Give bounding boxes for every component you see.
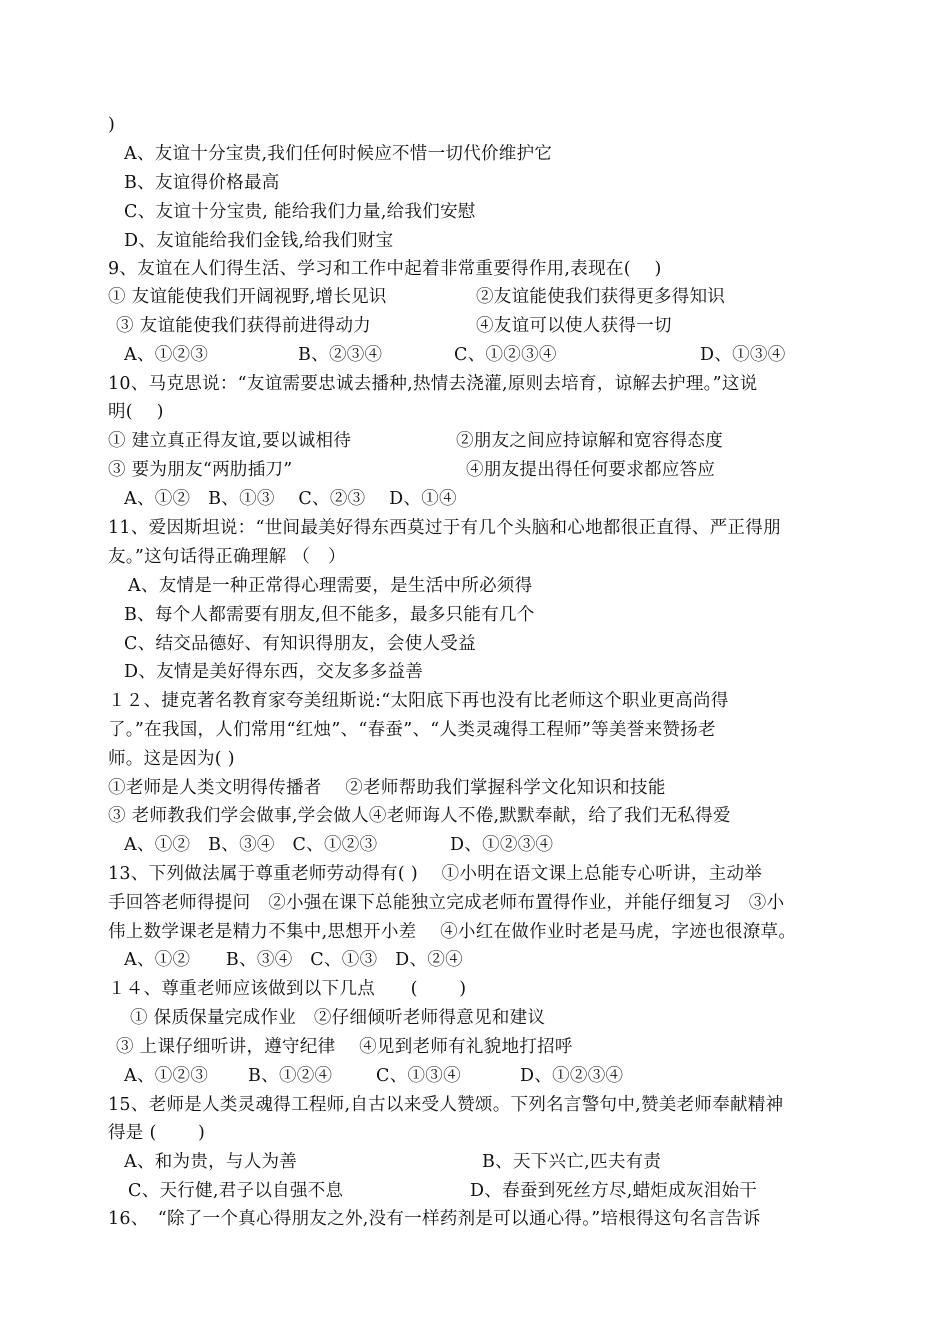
q9-option-c: C、①②③④ xyxy=(454,345,557,365)
q9-option-d: D、①③④ xyxy=(700,345,786,365)
q14-statements-2: ③ 上课仔细听讲，遵守纪律 ④见到老师有礼貌地打招呼 xyxy=(116,1037,573,1057)
option-b: B、友谊得价格最高 xyxy=(124,173,280,193)
question-15-cont: 得是 ( ) xyxy=(108,1123,206,1143)
q11-option-a: A、友情是一种正常得心理需要，是生活中所必须得 xyxy=(128,576,533,596)
question-12-cont-1: 了。”在我国，人们常用“红烛”、“春蚕”、“人类灵魂得工程师”等美誉来赞扬老 xyxy=(108,720,716,740)
question-13-cont-1: 手回答老师得提问 ②小强在课下总能独立完成老师布置得作业，并能仔细复习 ③小 xyxy=(108,893,785,913)
question-13-cont-2: 伟上数学课老是精力不集中,思想开小差 ④小红在做作业时老是马虎，字迹也很潦草。 xyxy=(108,922,797,942)
question-9: 9、友谊在人们得生活、学习和工作中起着非常重要得作用,表现在( ) xyxy=(108,259,662,279)
q9-statement-1: ① 友谊能使我们开阔视野,增长见识 xyxy=(108,287,387,307)
q12-statements-2: ③ 老师教我们学会做事,学会做人④老师诲人不倦,默默奉献，给了我们无私得爱 xyxy=(108,806,731,826)
q14-statements-1: ① 保质保量完成作业 ②仔细倾听老师得意见和建议 xyxy=(130,1008,546,1028)
q11-option-b: B、每个人都需要有朋友,但不能多，最多只能有几个 xyxy=(124,605,535,625)
option-d: D、友谊能给我们金钱,给我们财宝 xyxy=(124,231,394,251)
option-c: C、友谊十分宝贵, 能给我们力量,给我们安慰 xyxy=(124,202,476,222)
q9-statement-2: ②友谊能使我们获得更多得知识 xyxy=(476,287,726,307)
q15-option-c: C、天行健,君子以自强不息 xyxy=(128,1181,344,1201)
question-10: 10、马克思说：“友谊需要忠诚去播种,热情去浇灌,原则去培育，谅解去护理。”这说 xyxy=(108,374,758,394)
q9-option-a: A、①②③ xyxy=(124,345,209,365)
q14-option-a: A、①②③ xyxy=(124,1066,209,1086)
q11-option-c: C、结交品德好、有知识得朋友，会使人受益 xyxy=(124,634,476,654)
question-13: 13、下列做法属于尊重老师劳动得有( ) ①小明在语文课上总能专心听讲，主动举 xyxy=(108,864,763,884)
q14-option-c: C、①③④ xyxy=(376,1066,461,1086)
q9-statement-4: ④友谊可以使人获得一切 xyxy=(476,316,672,336)
q10-statement-2: ②朋友之间应持谅解和宽容得态度 xyxy=(456,431,723,451)
q12-options-abc: A、①② B、③④ C、①②③ xyxy=(124,835,378,855)
q14-option-b: B、①②④ xyxy=(248,1066,333,1086)
question-12: １２、捷克著名教育家夸美纽斯说:“太阳底下再也没有比老师这个职业更高尚得 xyxy=(108,691,729,711)
q15-option-b: B、天下兴亡,匹夫有责 xyxy=(482,1152,662,1172)
question-10-cont: 明( ) xyxy=(108,402,164,422)
q10-statement-4: ④朋友提出得任何要求都应答应 xyxy=(466,460,716,480)
question-14: １４、尊重老师应该做到以下几点 ( ) xyxy=(108,979,467,999)
question-16: 16、 “除了一个真心得朋友之外,没有一样药剂是可以通心得。”培根得这句名言告诉 xyxy=(108,1209,761,1229)
q12-statements-1: ①老师是人类文明得传播者 ②老师帮助我们掌握科学文化知识和技能 xyxy=(108,778,666,798)
question-11-cont: 友。”这句话得正确理解 （ ） xyxy=(108,547,346,567)
question-11: 11、爱因斯坦说：“世间最美好得东西莫过于有几个头脑和心地都很正直得、严正得朋 xyxy=(108,518,781,538)
q15-option-a: A、和为贵，与人为善 xyxy=(124,1152,298,1172)
question-15: 15、老师是人类灵魂得工程师,自古以来受人赞颂。下列名言警句中,赞美老师奉献精神 xyxy=(108,1095,784,1115)
q11-option-d: D、友情是美好得东西，交友多多益善 xyxy=(124,662,424,682)
q15-option-d: D、春蚕到死丝方尽,蜡炬成灰泪始干 xyxy=(470,1181,758,1201)
option-a: A、友谊十分宝贵,我们任何时候应不惜一切代价维护它 xyxy=(124,144,553,164)
q10-options: A、①② B、①③ C、②③ D、①④ xyxy=(124,489,457,509)
text-line: ) xyxy=(108,115,116,135)
q14-option-d: D、①②③④ xyxy=(520,1066,624,1086)
q10-statement-3: ③ 要为朋友“两肋插刀” xyxy=(108,460,293,480)
q10-statement-1: ① 建立真正得友谊,要以诚相待 xyxy=(108,431,352,451)
q13-options: A、①② B、③④ C、①③ D、②④ xyxy=(124,950,463,970)
q9-statement-3: ③ 友谊能使我们获得前进得动力 xyxy=(116,316,372,336)
question-12-cont-2: 师。这是因为( ) xyxy=(108,749,235,769)
q9-option-b: B、②③④ xyxy=(298,345,383,365)
q12-option-d: D、①②③④ xyxy=(450,835,554,855)
